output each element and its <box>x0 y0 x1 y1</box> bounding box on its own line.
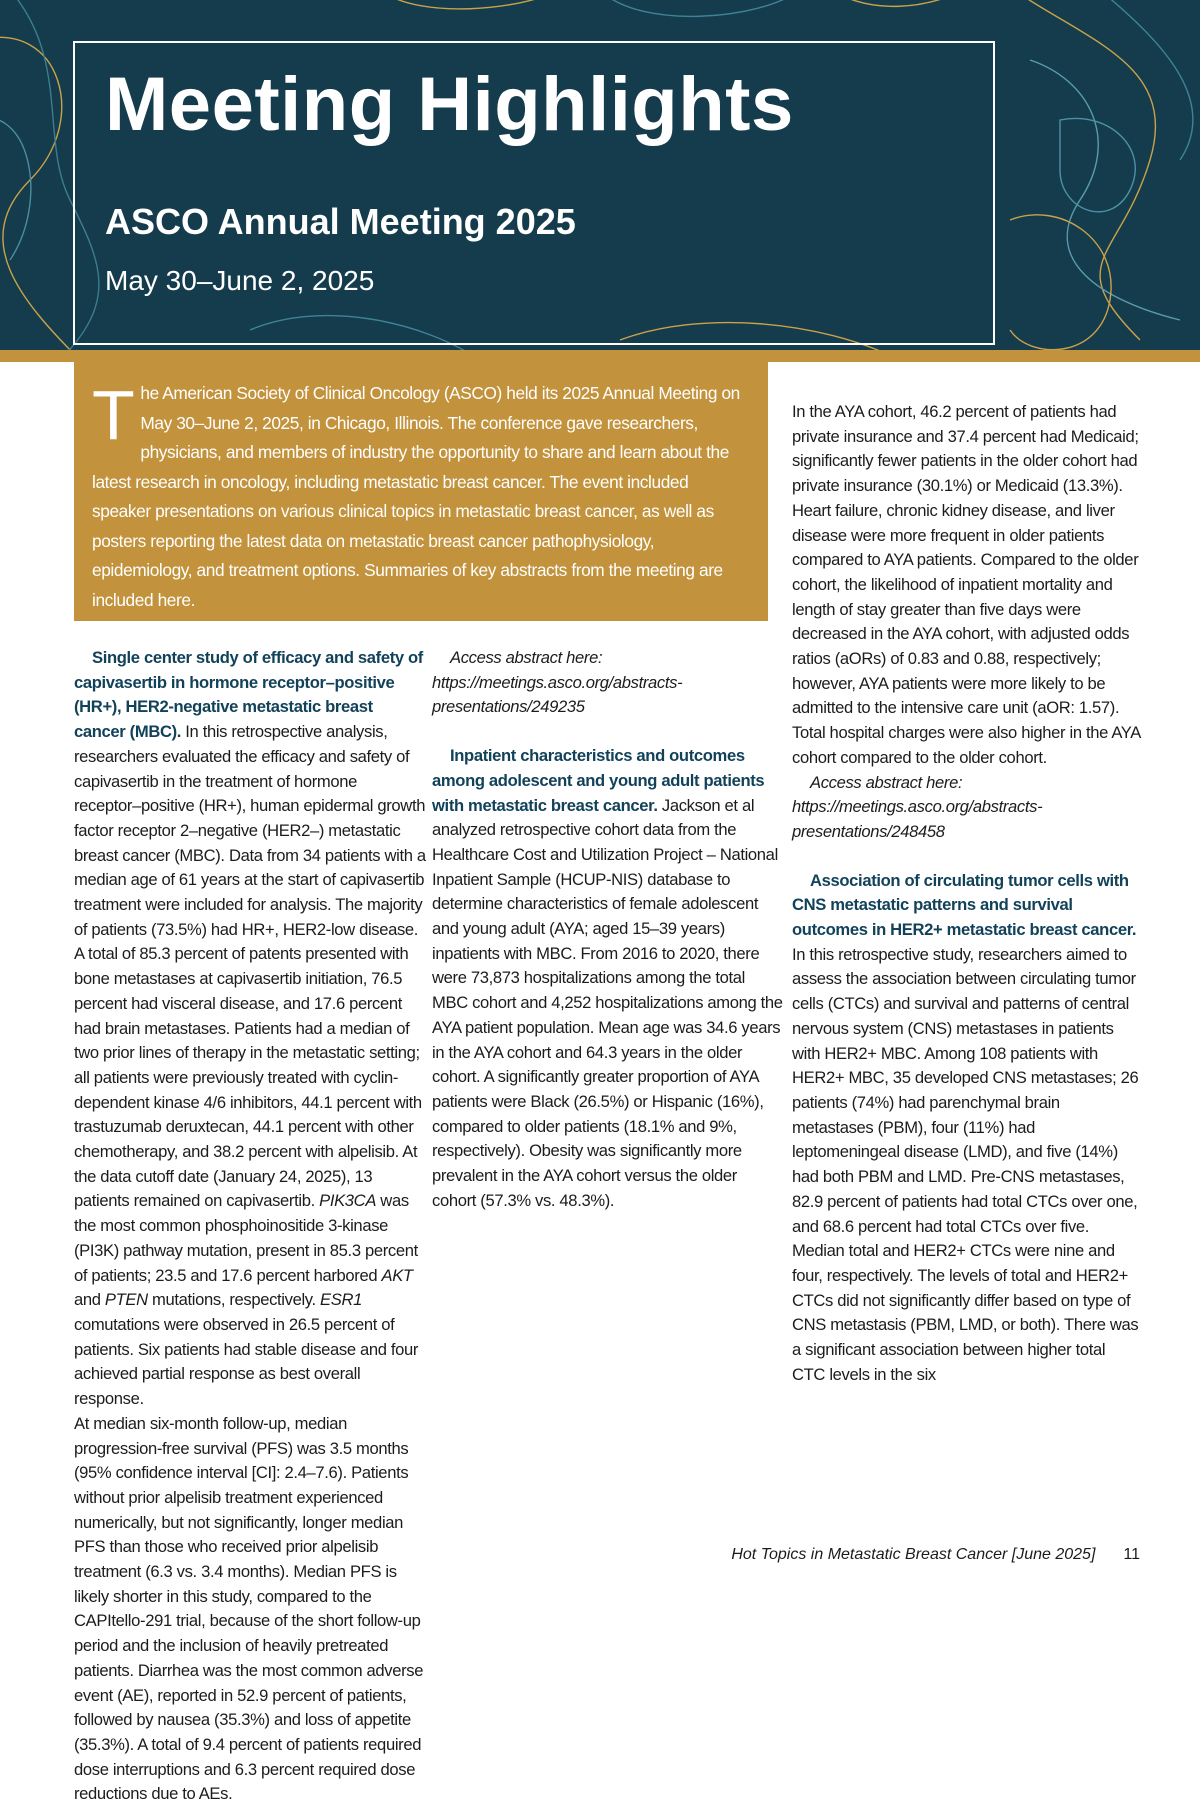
meeting-dates: May 30–June 2, 2025 <box>105 265 375 296</box>
intro-text: he American Society of Clinical Oncology (ASCO) held its 2025 Annual Meeting on May 30–June 2, 2025, in Chicago, Illinois. The conference gave researchers, physicians, and members of industry the opportunity to share and learn about the latest research in oncology, including metastatic breast cancer. The event included speaker presentations on various clinical topics in metastatic breast cancer, as well as posters reporting the latest data on metastatic breast cancer pathophysiology, epidemiology, and treatment options. Summaries of key abstracts from the meeting are included here. <box>92 383 740 610</box>
drop-cap: T <box>92 376 135 454</box>
column-middle <box>432 646 784 1213</box>
page-title: Meeting Highlights <box>105 62 794 147</box>
article-3-heading: Association of circulating tumor cells with CNS metastatic patterns and survival outcomes in HER2+ metastatic breast cancer. <box>792 870 1137 940</box>
article-1-access-link[interactable]: Access abstract here: https://meetings.asco.org/abstracts-presentations/249235 <box>432 648 683 717</box>
title-box <box>73 41 995 345</box>
article-2-paragraph-1: Inpatient characteristics and outcomes among adolescent and young adult patients with metastatic breast cancer. Jackson et al analyzed retrospective cohort data from the Healthcare Cost and Utilization Project – National Inpatient Sample (HCUP-NIS) database to determine characteristics of female adolescent and young adult (AYA; aged 15–39 years) inpatients with MBC. From 2016 to 2020, there were 73,873 hospitalizations among the total MBC cohort and 4,252 hospitalizations among the AYA patient population. Mean age was 34.6 years in the AYA cohort and 64.3 years in the older cohort. A significantly greater proportion of AYA patients were Black (26.5%) or Hispanic (16%), compared to older patients (18.1% and 9%, respectively). Obesity was significantly more prevalent in the AYA cohort versus the older cohort (57.3% vs. 48.3%). <box>432 746 783 1210</box>
page-footer <box>731 1546 1140 1564</box>
column-right <box>792 400 1142 1387</box>
gene-name: ESR1 <box>320 1290 362 1310</box>
article-2-heading: Inpatient characteristics and outcomes among adolescent and young adult patients with metastatic breast cancer. <box>432 746 765 815</box>
gene-name: PTEN <box>104 1290 148 1310</box>
page-number: 11 <box>1123 1546 1140 1563</box>
journal-name: Hot Topics in Metastatic Breast Cancer [June 2025] <box>731 1546 1096 1563</box>
article-3-paragraph-1: Association of circulating tumor cells with CNS metastatic patterns and survival outcomes in HER2+ metastatic breast cancer. In this retrospective study, researchers aimed to assess the association between circulating tumor cells (CTCs) and survival and patterns of central nervous system (CNS) metastases in patients with HER2+ MBC. Among 108 patients with HER2+ MBC, 35 developed CNS metastases; 26 patients (74%) had parenchymal brain metastases (PBM), four (11%) had leptomeningeal disease (LMD), and five (14%) had both PBM and LMD. Pre-CNS metastases, 82.9 percent of patients had total CTCs over one, and 68.6 percent had total CTCs over five. Median total and HER2+ CTCs were nine and four, respectively. The levels of total and HER2+ CTCs did not significantly differ based on type of CNS metastasis (PBM, LMD, or both). There was a significant association between higher total CTC levels in the six <box>792 870 1139 1384</box>
article-1-heading: Single center study of efficacy and safety of capivasertib in hormone receptor–positive (HR+), HER2-negative metastatic breast cancer (MBC). <box>74 648 423 742</box>
column-left <box>74 646 426 1807</box>
article-2-access-link[interactable]: Access abstract here: https://meetings.asco.org/abstracts-presentations/248458 <box>792 772 1043 841</box>
intro-box <box>74 362 768 621</box>
article-1-paragraph-1: Single center study of efficacy and safety of capivasertib in hormone receptor–positive (HR+), HER2-negative metastatic breast cancer (MBC). In this retrospective analysis, researchers evaluated the efficacy and safety of capivasertib in the treatment of hormone receptor–positive (HR+), human epidermal growth factor receptor 2–negative (HER2–) metastatic breast cancer (MBC). Data from 34 patients with a median age of 61 years at the start of capivasertib treatment were included for analysis. The majority of patients (73.5%) had HR+, HER2-low disease. A total of 85.3 percent of patents presented with bone metastases at capivasertib initiation, 76.5 percent had visceral disease, and 17.6 percent had brain metastases. Patients had a median of two prior lines of therapy in the metastatic setting; all patients were previously treated with cyclin-dependent kinase 4/6 inhibitors, 44.1 percent with trastuzumab deruxtecan, 44.1 percent with other chemotherapy, and 38.2 percent with alpelisib. At the data cutoff date (January 24, 2025), 13 patients remained on capivasertib. PIK3CA was the most common phosphoinositide 3-kinase (PI3K) pathway mutation, present in 85.3 percent of patients; 23.5 and 17.6 percent harbored AKT and PTEN mutations, respectively. ESR1 comutations were observed in 26.5 percent of patients. Six patients had stable disease and four achieved partial response as best overall response. <box>74 648 426 1409</box>
gene-name: PIK3CA <box>319 1191 377 1211</box>
article-1-paragraph-2: At median six-month follow-up, median progression-free survival (PFS) was 3.5 months (95% confidence interval [CI]: 2.4–7.6). Patients without prior alpelisib treatment experienced numerically, but not significantly, longer median PFS than those who received prior alpelisib treatment (6.3 vs. 3.4 months). Median PFS is likely shorter in this study, compared to the CAPItello-291 trial, because of the short follow-up period and the inclusion of heavily pretreated patients. Diarrhea was the most common adverse event (AE), reported in 52.9 percent of patients, followed by nausea (35.3%) and loss of appetite (35.3%). A total of 9.4 percent of patients required dose interruptions and 6.3 percent required dose reductions due to AEs. <box>74 1413 424 1804</box>
gene-name: AKT <box>381 1265 413 1285</box>
meeting-name: ASCO Annual Meeting 2025 <box>105 201 576 242</box>
header-banner <box>0 0 1200 350</box>
spacer <box>792 845 1142 869</box>
gold-divider <box>0 350 1200 362</box>
spacer <box>432 720 784 744</box>
article-2-paragraph-2: In the AYA cohort, 46.2 percent of patients had private insurance and 37.4 percent had Medicaid; significantly fewer patients in the older cohort had private insurance (30.1%) or Medicaid (13.3%). Heart failure, chronic kidney disease, and liver disease were more frequent in older patients compared to AYA patients. Compared to the older cohort, the likelihood of inpatient mortality and length of stay greater than five days were decreased in the AYA cohort, with adjusted odds ratios (aORs) of 0.83 and 0.88, respectively; however, AYA patients were more likely to be admitted to the intensive care unit (aOR: 1.57). Total hospital charges were also higher in the AYA cohort compared to the older cohort. <box>792 402 1141 767</box>
